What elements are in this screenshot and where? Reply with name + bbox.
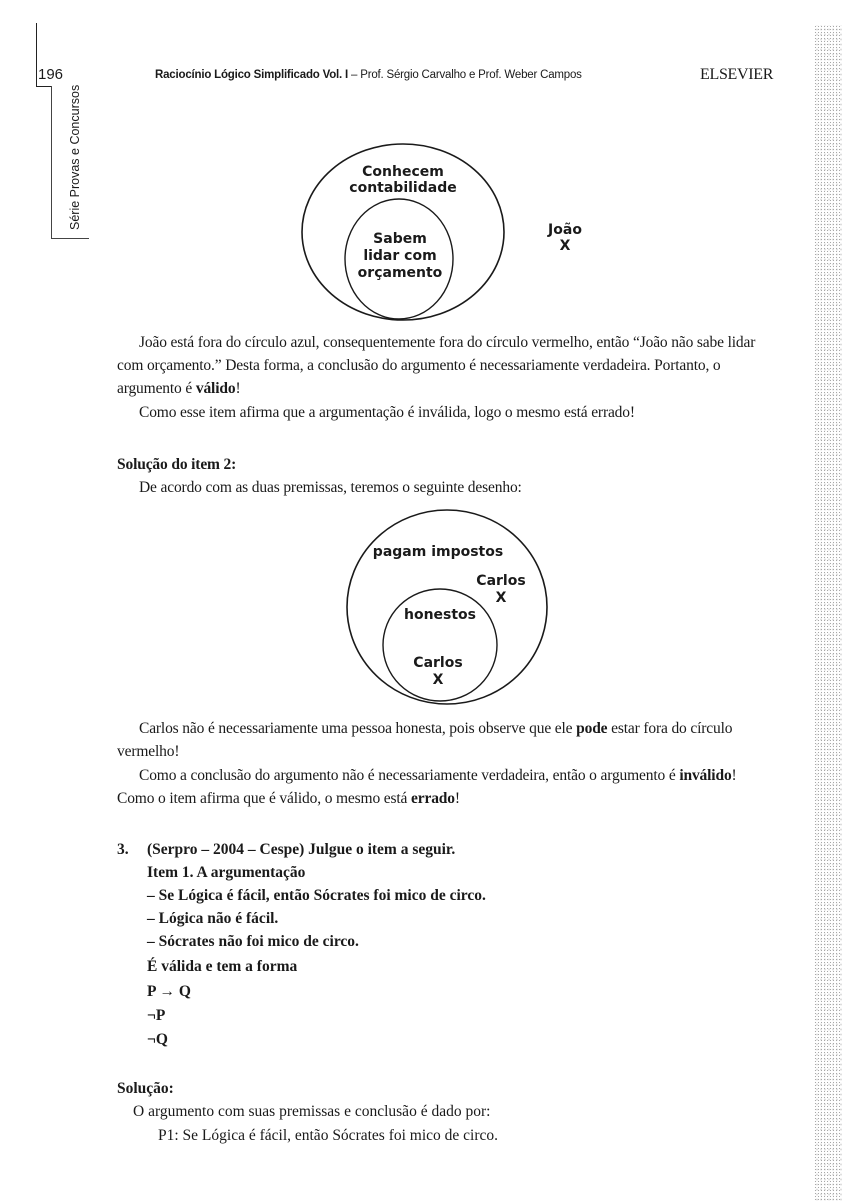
heading-item-2: Solução do item 2: bbox=[117, 456, 237, 473]
question-line: Item 1. A argumentação bbox=[147, 864, 306, 881]
outer-carlos-mark: X bbox=[495, 590, 507, 606]
venn-diagram-contabilidade bbox=[290, 140, 620, 325]
premise-p1: P1: Se Lógica é fácil, então Sócrates foi mico de circo. bbox=[158, 1127, 499, 1144]
paragraph-4: Como a conclusão do argumento não é necessariamente verdadeira, então o argumento é inválido! Como o item afirma que é válido, o mesmo está errado! bbox=[117, 767, 737, 807]
inner-carlos-mark: X bbox=[432, 672, 444, 688]
venn-diagram-impostos bbox=[330, 505, 560, 705]
question-line: – Sócrates não foi mico de circo. bbox=[147, 933, 359, 950]
question-title: (Serpro – 2004 – Cespe) Julgue o item a seguir. bbox=[147, 841, 456, 858]
book-title: Raciocínio Lógico Simplificado Vol. I bbox=[155, 69, 349, 81]
paragraph-item-2-intro: De acordo com as duas premissas, teremos o seguinte desenho: bbox=[139, 479, 522, 496]
page-number: 196 bbox=[38, 66, 64, 83]
authors: – Prof. Sérgio Carvalho e Prof. Weber Campos bbox=[348, 69, 582, 81]
scan-edge-noise bbox=[814, 25, 842, 1201]
outer-label-line2: contabilidade bbox=[349, 180, 457, 196]
margin-rule bbox=[36, 86, 51, 87]
outer-label-line1: Conhecem bbox=[362, 164, 444, 180]
margin-rule bbox=[51, 238, 89, 239]
emphasis-pode: pode bbox=[576, 720, 608, 737]
solution-intro: O argumento com suas premissas e conclusão é dado por: bbox=[133, 1103, 491, 1120]
running-head bbox=[155, 69, 582, 81]
question-line: – Se Lógica é fácil, então Sócrates foi mico de circo. bbox=[147, 887, 486, 904]
margin-rule bbox=[36, 23, 37, 87]
inner-label-line3: orçamento bbox=[357, 265, 443, 281]
outside-mark: X bbox=[559, 238, 571, 254]
inner-label-line2: lidar com bbox=[363, 248, 437, 264]
formula-line: ¬Q bbox=[147, 1031, 168, 1048]
outer-carlos-name: Carlos bbox=[476, 573, 526, 589]
question-line: É válida e tem a forma bbox=[147, 958, 298, 975]
question-line: – Lógica não é fácil. bbox=[147, 910, 279, 927]
formula-line: P → Q bbox=[147, 983, 191, 1000]
inner-carlos-name: Carlos bbox=[413, 655, 463, 671]
margin-rule bbox=[51, 86, 52, 238]
emphasis-errado: errado bbox=[411, 790, 455, 807]
emphasis-valido: válido bbox=[195, 380, 236, 397]
solution-heading: Solução: bbox=[117, 1080, 174, 1097]
paragraph-3: Carlos não é necessariamente uma pessoa honesta, pois observe que ele pode estar fora do círculo vermelho! bbox=[117, 720, 733, 760]
paragraph-1: João está fora do círculo azul, consequentemente fora do círculo vermelho, então “João não sabe lidar com orçamento.” Desta forma, a conclusão do argumento é necessariamente verdadeira. Portanto, o argumento é válido! bbox=[117, 334, 756, 397]
emphasis-invalido: inválido bbox=[679, 767, 732, 784]
inner-label-line1: Sabem bbox=[373, 231, 427, 247]
paragraph-2: Como esse item afirma que a argumentação é inválida, logo o mesmo está errado! bbox=[139, 404, 635, 421]
outer-label: pagam impostos bbox=[372, 544, 504, 560]
inner-label: honestos bbox=[403, 607, 477, 623]
outside-name: João bbox=[548, 222, 582, 238]
formula-line: ¬P bbox=[147, 1007, 166, 1024]
publisher-logo: ELSEVIER bbox=[700, 66, 774, 83]
series-label: Série Provas e Concursos bbox=[68, 84, 82, 230]
question-number: 3. bbox=[117, 841, 129, 858]
